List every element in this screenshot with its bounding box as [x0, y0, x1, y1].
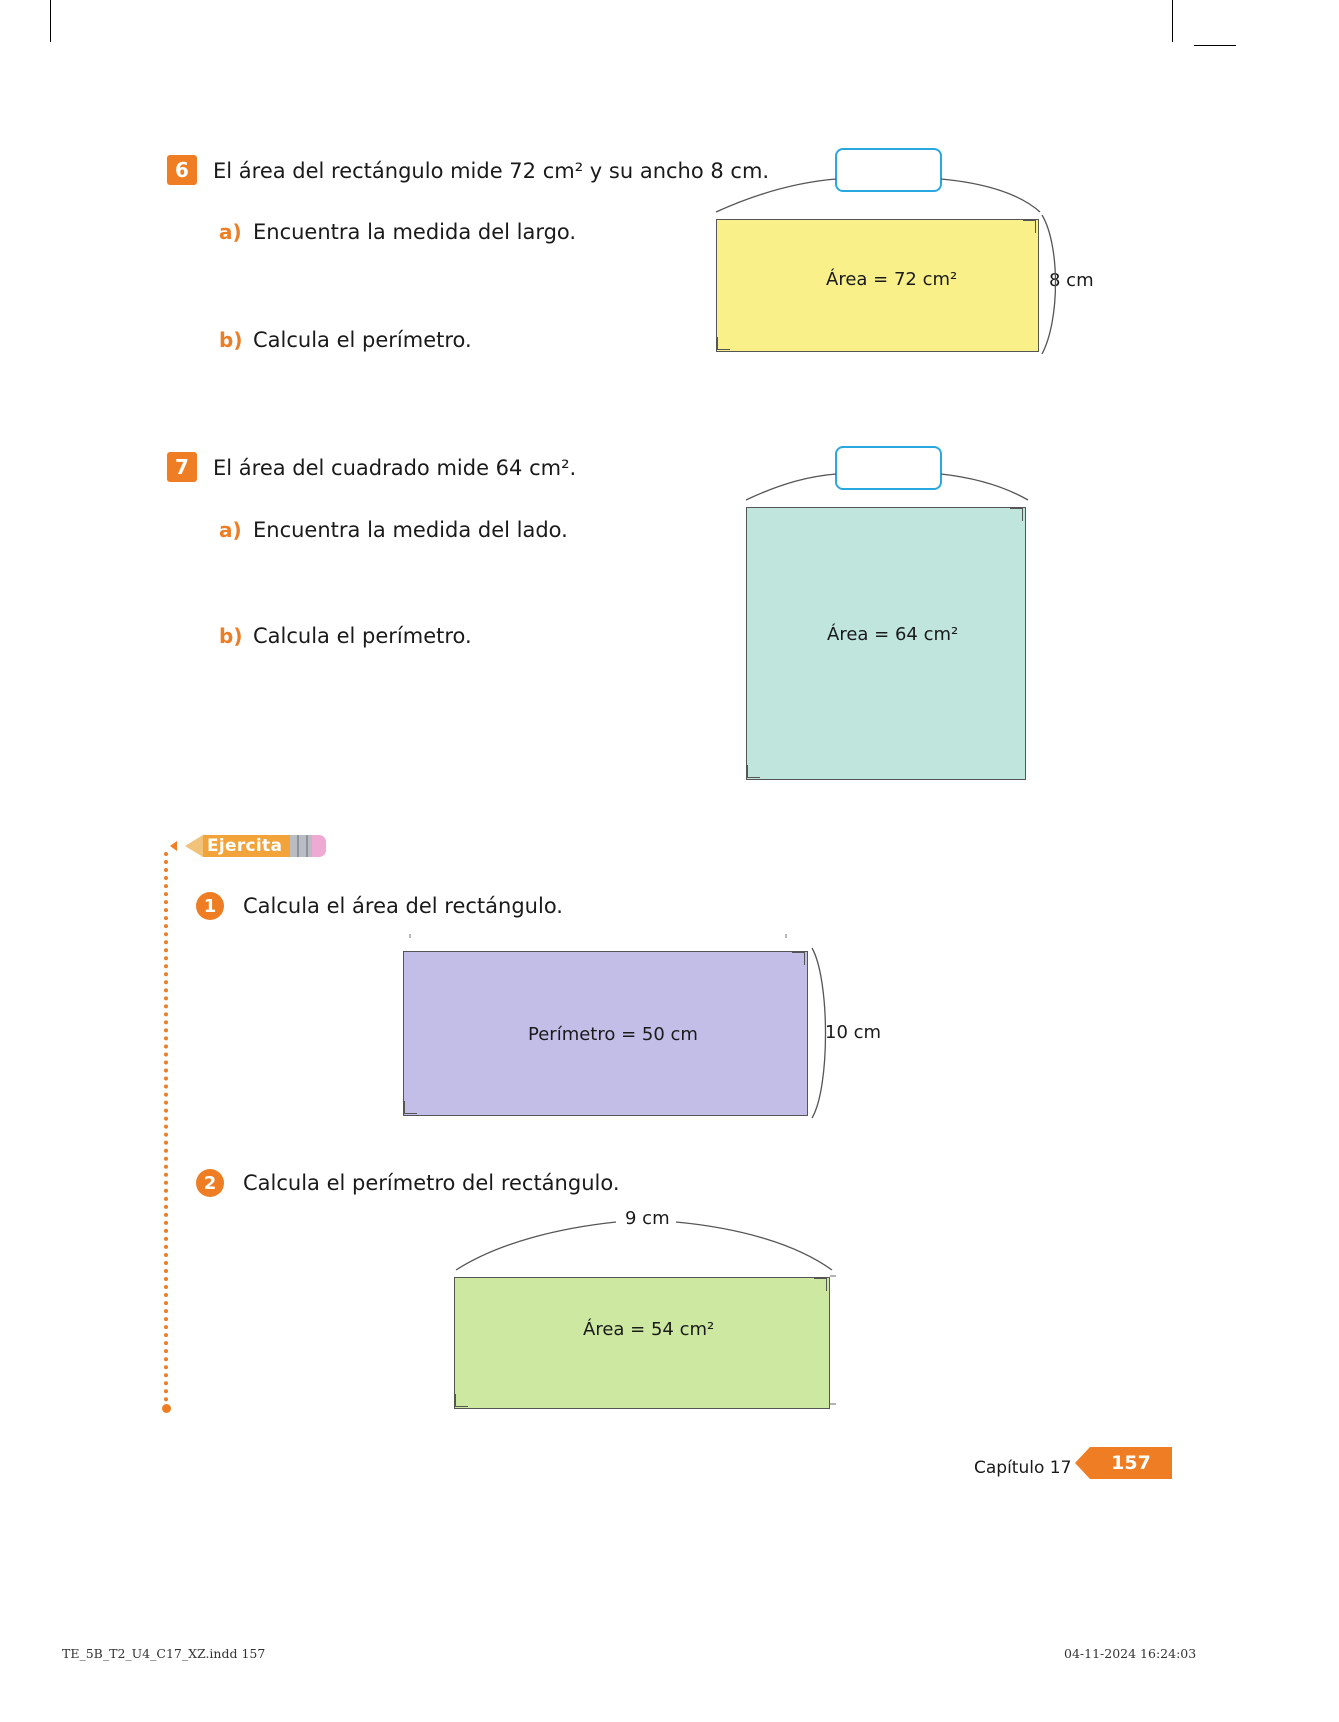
exercise-7-part-a-letter: a): [219, 518, 242, 542]
right-angle-marker: [792, 952, 805, 965]
pencil-ferrule-icon: [290, 835, 312, 857]
exercise-7-prompt: El área del cuadrado mide 64 cm².: [213, 456, 577, 480]
exercise-7-part-b-text: Calcula el perímetro.: [253, 624, 472, 648]
exercise-6-part-a-letter: a): [219, 220, 242, 244]
dotted-arrow-icon: [170, 841, 177, 851]
right-angle-marker: [404, 1101, 417, 1114]
crop-mark-left-top: [1194, 45, 1236, 46]
exercise-6-part-a-text: Encuentra la medida del largo.: [253, 220, 577, 244]
rectangle-practice-2-area-label: Área = 54 cm²: [583, 1319, 715, 1340]
right-angle-marker: [814, 1278, 827, 1291]
rectangle-figure-6-width-label: 8 cm: [1049, 270, 1094, 291]
pencil-tip-icon: [185, 835, 203, 857]
page-number-badge: 157: [1090, 1447, 1172, 1479]
crop-mark-top-right: [1172, 0, 1173, 42]
square-figure-7-area-label: Área = 64 cm²: [827, 624, 959, 645]
rectangle-figure-6-area-label: Área = 72 cm²: [826, 269, 958, 290]
practice-item-1-text: Calcula el área del rectángulo.: [243, 894, 563, 918]
rectangle-practice-1-height-label: 10 cm: [825, 1022, 882, 1043]
pencil-body: [203, 835, 290, 857]
file-meta: TE_5B_T2_U4_C17_XZ.indd 157: [62, 1646, 266, 1661]
ejercita-banner: [185, 835, 326, 857]
date-meta: 04-11-2024 16:24:03: [1064, 1646, 1197, 1661]
right-angle-marker: [717, 337, 730, 350]
right-angle-marker: [455, 1394, 468, 1407]
exercise-6-prompt: El área del rectángulo mide 72 cm² y su ancho 8 cm.: [213, 159, 770, 183]
rectangle-practice-1-perimeter-label: Perímetro = 50 cm: [528, 1024, 698, 1045]
practice-item-2-text: Calcula el perímetro del rectángulo.: [243, 1171, 620, 1195]
ejercita-dot-end: [162, 1404, 171, 1413]
ejercita-label: Ejercita: [207, 836, 283, 856]
answer-box-exercise-7[interactable]: [835, 446, 942, 490]
crop-mark-top-left: [50, 0, 51, 42]
right-angle-marker: [1010, 508, 1023, 521]
exercise-number-7: 7: [167, 452, 197, 482]
ejercita-dotted-line: [164, 852, 168, 1410]
right-angle-marker: [1023, 220, 1036, 233]
answer-box-exercise-6[interactable]: [835, 148, 942, 192]
right-angle-marker: [747, 765, 760, 778]
exercise-number-6: 6: [167, 155, 197, 185]
chapter-label: Capítulo 17: [974, 1458, 1072, 1478]
pencil-eraser-icon: [312, 835, 326, 857]
exercise-7-part-a-text: Encuentra la medida del lado.: [253, 518, 568, 542]
exercise-6-part-b-text: Calcula el perímetro.: [253, 328, 472, 352]
practice-number-2: 2: [196, 1169, 224, 1197]
practice-number-1: 1: [196, 892, 224, 920]
rectangle-practice-2: [454, 1277, 830, 1409]
rectangle-practice-2-top-label: 9 cm: [625, 1208, 670, 1229]
exercise-7-part-b-letter: b): [219, 624, 243, 648]
exercise-6-part-b-letter: b): [219, 328, 243, 352]
